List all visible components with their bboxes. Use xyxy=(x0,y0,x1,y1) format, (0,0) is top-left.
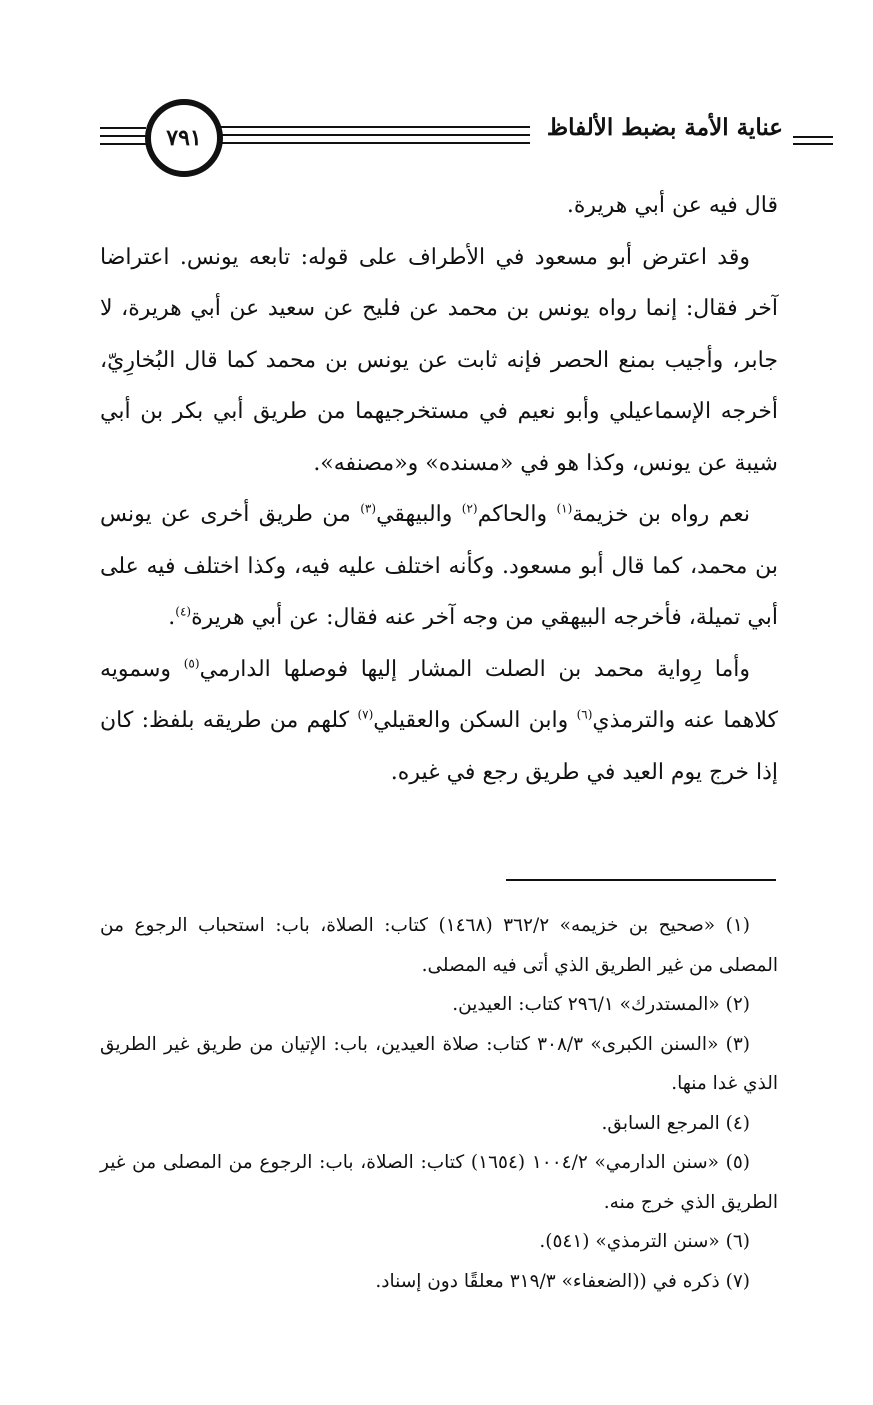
footnote: (٧) ذكره في ((الضعفاء» ٣١٩/٣ معلقًا دون إسناد. xyxy=(375,1270,750,1292)
page-number-badge xyxy=(145,99,223,177)
text-run: وابن السكن والعقيلي xyxy=(373,708,577,733)
paragraph: وقد اعترض أبو مسعود في الأطراف على قوله: تابعه يونس. اعتراضا آخر فقال: إنما رواه يونس بن محمد عن فليح عن سعيد عن أبي هريرة، لا جابر، وأجيب بمنع الحصر فإنه ثابت عن يونس بن محمد كما قال البُخارِيّ، أخرجه الإسماعيلي وأبو نعيم في مستخرجيهما من طريق أبي بكر بن أبي شيبة عن يونس، وكذا هو في «مسنده» و«مصنفه». xyxy=(100,244,778,476)
text-run: . xyxy=(168,605,176,630)
footnote-separator xyxy=(506,879,776,881)
footnotes xyxy=(100,906,778,1301)
text-run: نعم رواه بن خزيمة xyxy=(572,502,750,527)
paragraph xyxy=(100,489,778,644)
footnote-ref: (٥) xyxy=(183,656,200,671)
text-run: كلهم من طريقه بلفظ: كان إذا خرج يوم العيد في طريق رجع في غيره. xyxy=(100,708,778,785)
text-run: والبيهقي xyxy=(376,502,462,527)
footnote-ref: (١) xyxy=(556,501,573,516)
header-rule-left xyxy=(100,135,146,137)
footnote: (٤) المرجع السابق. xyxy=(601,1112,750,1134)
text-run: وسمويه كلاهما عنه والترمذي xyxy=(100,656,778,733)
paragraph xyxy=(100,644,778,799)
text-run: وأما رِواية محمد بن الصلت المشار إليها فوصلها الدارمي xyxy=(199,656,750,682)
page-number: ٧٩١ xyxy=(166,125,202,151)
header-ornament-rule xyxy=(793,143,833,145)
header-rule xyxy=(218,142,530,144)
header-rule xyxy=(218,134,530,136)
footnote: (٣) «السنن الكبرى» ٣٠٨/٣ كتاب: صلاة العيدين، باب: الإتيان من طريق غير الطريق الذي غدا منها. xyxy=(100,1033,778,1094)
footnote: (١) «صحيح بن خزيمه» ٣٦٢/٢ (١٤٦٨) كتاب: الصلاة، باب: استحباب الرجوع من المصلى من غير الطريق الذي أتى فيه المصلى. xyxy=(100,915,778,976)
main-text xyxy=(100,180,778,798)
header-rule xyxy=(218,126,530,128)
footnote-ref: (٧) xyxy=(357,707,374,722)
footnote: (٦) «سنن الترمذي» (٥٤١). xyxy=(539,1231,750,1252)
footnote-ref: (٤) xyxy=(175,604,192,619)
footnote-ref: (٦) xyxy=(576,707,593,722)
header-rule-left xyxy=(100,127,146,129)
text-run: من طريق أخرى عن يونس بن محمد، كما قال أبو مسعود. وكأنه اختلف عليه فيه، وكذا اختلف فيه على أبي تميلة، فأخرجه البيهقي من وجه آخر عنه فقال: عن أبي هريرة xyxy=(100,502,778,630)
footnote: (٢) «المستدرك» ٢٩٦/١ كتاب: العيدين. xyxy=(452,994,750,1015)
footnote-ref: (٢) xyxy=(461,501,478,516)
paragraph: قال فيه عن أبي هريرة. xyxy=(566,193,778,218)
footnote-ref: (٣) xyxy=(360,501,377,516)
header-ornament-rule xyxy=(793,136,833,138)
header-rule-left xyxy=(100,143,146,145)
text-run: والحاكم xyxy=(477,502,557,527)
running-title: عناية الأمة بضبط الألفاظ xyxy=(546,114,783,141)
footnote: (٥) «سنن الدارمي» ١٠٠٤/٢ (١٦٥٤) كتاب: الصلاة، باب: الرجوع من المصلى من غير الطريق الذي خرج منه. xyxy=(100,1152,778,1213)
